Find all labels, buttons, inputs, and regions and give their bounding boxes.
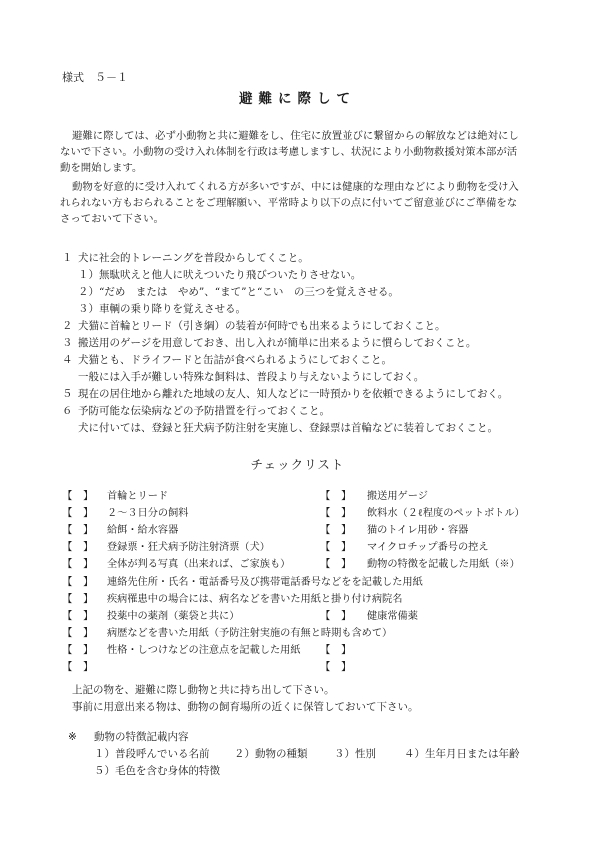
point-number: １ [62, 252, 73, 264]
checkbox-bracket[interactable]: 【 】 [62, 507, 94, 520]
checklist-item: 疾病罹患中の場合には、病名などを書いた用紙と掛り付け病院名 [107, 593, 403, 605]
checkbox-bracket[interactable]: 【 】 [320, 490, 352, 502]
checkbox-bracket[interactable]: 【 】 [62, 592, 94, 605]
note-item: ２）動物の種類 [234, 748, 308, 760]
checklist-item: 猫のトイレ用砂・容器 [367, 525, 469, 537]
closing-line: 事前に用意出来る物は、動物の飼育場所の近くに保管しておいて下さい。 [72, 701, 419, 713]
checklist-item: 連絡先住所・氏名・電話番号及び携帯電話番号などをを記載した用紙 [107, 576, 423, 588]
checklist-item: 動物の特徴を記載した用紙（※） [367, 559, 520, 571]
checkbox-bracket[interactable]: 【 】 [62, 643, 94, 656]
checkbox-bracket[interactable]: 【 】 [62, 558, 94, 571]
checkbox-bracket[interactable]: 【 】 [320, 558, 352, 571]
point-subtext: ２）“だめ または やめ”、“まて”と“こい の三つを覚えさせる。 [78, 286, 399, 298]
checklist-item: 全体が判る写真（出来れば、ご家族も） [107, 559, 291, 571]
checklist-item: 病歴などを書いた用紙（予防注射実施の有無と時期も含めて） [107, 627, 393, 639]
point-text: 予防可能な伝染病などの予防措置を行っておくこと。 [78, 405, 330, 417]
checkbox-bracket[interactable]: 【 】 [62, 490, 94, 502]
intro-line: れられない方もおられることをご理解願い、平常時より以下の点に付いてご留意並びにご準備をな [60, 197, 518, 209]
page-title: 避難に際して [239, 91, 356, 107]
checklist-item: 首輪とリード [107, 491, 169, 502]
note-title: 動物の特徴記載内容 [94, 731, 189, 743]
intro-line: 動を開始します。 [60, 162, 143, 174]
checkbox-bracket[interactable]: 【 】 [320, 507, 352, 520]
point-text: 犬猫とも、ドライフードと缶詰が食べられるようにしておくこと。 [78, 354, 393, 366]
point-text: 犬に社会的トレーニングを普段からしてくこと。 [78, 252, 309, 264]
checkbox-bracket[interactable]: 【 】 [320, 524, 352, 537]
note-mark: ※ [68, 731, 77, 743]
checklist-item: ２～３日分の飼料 [107, 508, 189, 520]
point-text: 現在の居住地から離れた地域の友人、知人などに一時預かりを依頼できるようにしておく。 [78, 388, 509, 400]
point-number: ５ [62, 388, 73, 400]
checklist-title: チェックリスト [250, 457, 345, 472]
intro-line: 動物を好意的に受け入れてくれる方が多いですが、中には健康的な理由などにより動物を受け入 [72, 181, 519, 193]
point-subtext: 一般には入手が難しい特殊な飼料は、普段より与えないようにしておく。 [78, 371, 425, 383]
note-item: ３）性別 [334, 748, 376, 760]
point-subtext: １）無駄吠えと他人に吠えついたり飛びついたりさせない。 [78, 269, 362, 281]
closing-line: 上記の物を、避難に際し動物と共に持ち出して下さい。 [72, 684, 335, 696]
checkbox-bracket[interactable]: 【 】 [62, 524, 94, 537]
intro-line: さっておいて下さい。 [60, 213, 164, 225]
checkbox-bracket[interactable]: 【 】 [62, 661, 94, 673]
point-number: ４ [62, 354, 73, 366]
checklist-item: 投薬中の薬剤（薬袋と共に） [107, 610, 240, 622]
intro-line: ないで下さい。小動物の受け入れ体制を行政は考慮しますし、状況により小動物救援対策本部が活 [60, 146, 518, 158]
point-text: 搬送用のゲージを用意しておき、出し入れが簡単に出来るように慣らしておくこと。 [78, 337, 477, 349]
point-number: ６ [62, 405, 73, 417]
form-number: 様式 ５－１ [62, 71, 128, 84]
checkbox-bracket[interactable]: 【 】 [62, 609, 94, 622]
checklist-item: 性格・しつけなどの注意点を記載した用紙 [107, 644, 301, 656]
checkbox-bracket[interactable]: 【 】 [62, 626, 94, 639]
point-number: ２ [62, 320, 73, 332]
checkbox-bracket[interactable]: 【 】 [62, 541, 94, 554]
checklist-item: 搬送用ゲージ [367, 491, 428, 502]
intro-line: 避難に際しては、必ず小動物と共に避難をし、住宅に放置並びに繋留からの解放などは絶対にし [72, 130, 519, 142]
checklist-item: 給餌・給水容器 [107, 525, 179, 537]
checklist-item: マイクロチップ番号の控え [367, 542, 489, 554]
note-item: ５）毛色を含む身体的特徴 [94, 765, 220, 777]
checkbox-bracket[interactable]: 【 】 [320, 609, 352, 622]
checklist-item: 飲料水（２ℓ程度のペットボトル） [367, 508, 525, 520]
note-item: １）普段呼んでいる名前 [94, 748, 210, 760]
checkbox-bracket[interactable]: 【 】 [320, 643, 352, 656]
checklist-item: 登録票・狂犬病予防注射済票（犬） [107, 542, 270, 554]
note-item: ４）生年月日または年齢 [404, 748, 520, 760]
point-text: 犬猫に首輪とリード（引き綱）の装着が何時でも出来るようにしておくこと。 [78, 320, 446, 332]
checklist-item: 健康常備薬 [367, 610, 418, 622]
point-number: ３ [62, 337, 73, 349]
checkbox-bracket[interactable]: 【 】 [320, 661, 352, 673]
point-subtext: 犬に付いては、登録と狂犬病予防注射を実施し、登録票は首輪などに装着しておくこと。 [78, 422, 498, 434]
checkbox-bracket[interactable]: 【 】 [62, 575, 94, 588]
checkbox-bracket[interactable]: 【 】 [320, 541, 352, 554]
point-subtext: ３）車輌の乗り降りを覚えさせる。 [78, 303, 246, 315]
